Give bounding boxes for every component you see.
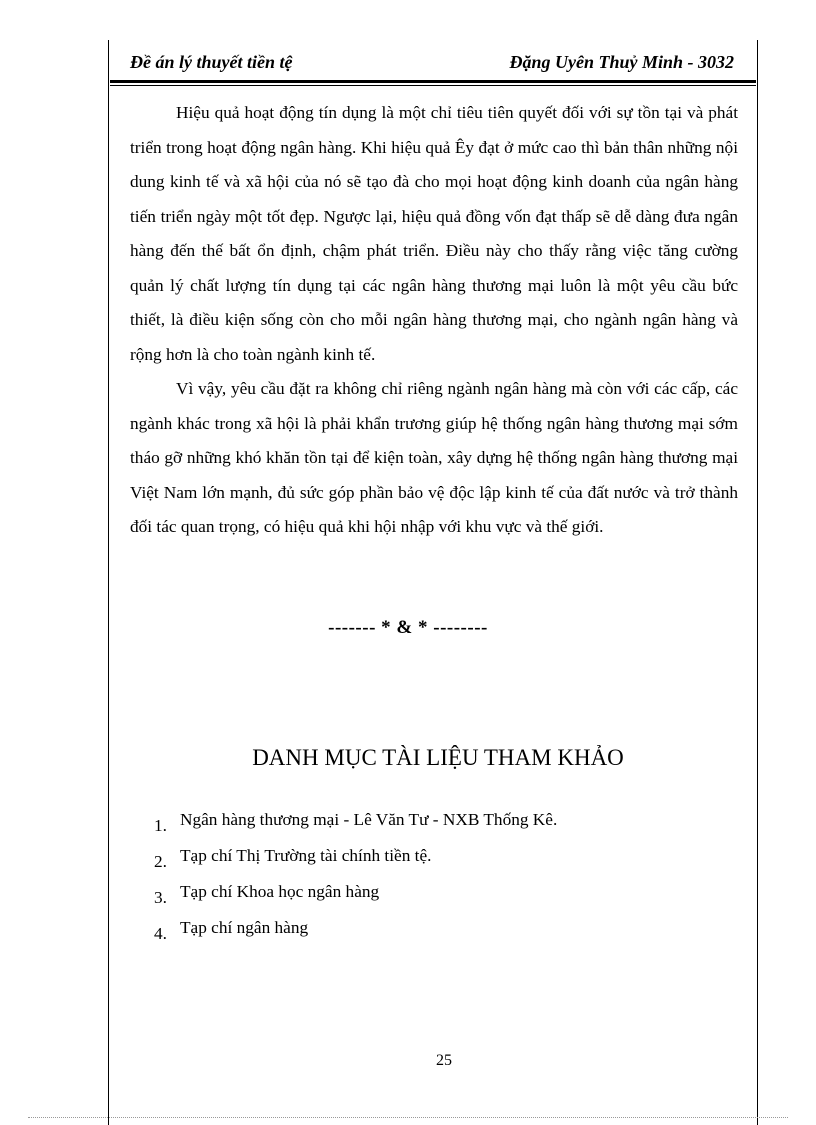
reference-number: 2.: [154, 852, 167, 871]
page-header: [128, 48, 738, 78]
reference-text: Tạp chí Khoa học ngân hàng: [180, 882, 380, 901]
header-rule-thin: [110, 85, 756, 86]
section-separator: ------- * & * --------: [328, 617, 488, 638]
reference-number: 3.: [154, 888, 167, 907]
reference-text: Tạp chí Thị Trường tài chính tiền tệ.: [180, 846, 432, 865]
reference-number: 4.: [154, 924, 167, 943]
references-title: DANH MỤC TÀI LIỆU THAM KHẢO: [252, 745, 624, 770]
header-author: Đặng Uyên Thuỷ Minh - 3032: [509, 52, 734, 72]
paragraph-1: Hiệu quả hoạt động tín dụng là một chỉ tiêu tiên quyết đối với sự tồn tại và phát triển trong hoạt động ngân hàng. Khi hiệu quả Êy đạt ở mức cao thì bản thân những nội dung kinh tế và xã hội của nó sẽ tạo đà cho mọi hoạt động kinh doanh của ngân hàng tiến triển ngày một tốt đẹp. Ngược lại, hiệu quả đồng vốn đạt thấp sẽ dễ dàng đưa ngân hàng đến thế bất ổn định, chậm phát triển. Điều này cho thấy rằng việc tăng cường quản lý chất lượng tín dụng tại các ngân hàng thương mại luôn là một yêu cầu bức thiết, là điều kiện sống còn cho mỗi ngân hàng thương mại, cho ngành ngân hàng và rộng hơn là cho toàn ngành kinh tế.: [130, 103, 738, 364]
page-number: 25: [436, 1052, 452, 1069]
reference-text: Ngân hàng thương mại - Lê Văn Tư - NXB Thống Kê.: [180, 810, 558, 829]
header-title: Đề án lý thuyết tiền tệ: [130, 52, 293, 72]
paragraph-2: Vì vậy, yêu cầu đặt ra không chỉ riêng ngành ngân hàng mà còn với các cấp, các ngành khác trong xã hội là phải khẩn trương giúp hệ thống ngân hàng thương mại sớm tháo gỡ những khó khăn tồn tại để kiện toàn, xây dựng hệ thống ngân hàng thương mại Việt Nam lớn mạnh, đủ sức góp phần bảo vệ độc lập kinh tế của đất nước và trở thành đối tác quan trọng, có hiệu quả khi hội nhập với khu vực và thế giới.: [130, 379, 738, 536]
reference-number: 1.: [154, 816, 167, 835]
reference-text: Tạp chí ngân hàng: [180, 918, 309, 937]
body-text: [130, 96, 738, 545]
page-bottom-rule: [28, 1117, 788, 1118]
header-rule: [110, 80, 756, 83]
